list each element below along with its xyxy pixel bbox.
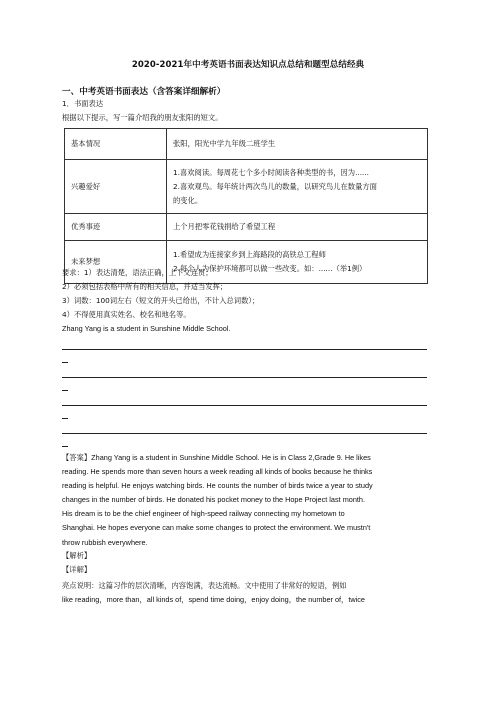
table-value-line: 张阳，阳光中学九年级二班学生 xyxy=(173,139,276,148)
detail-line: 亮点说明：这篇习作的层次清晰，内容饱满，表达流畅。文中使用了非常好的短语，例如 xyxy=(62,581,347,590)
answer-line: His dream is to be the chief engineer of high-speed railway connecting my hometown to xyxy=(62,509,345,519)
answer-line: changes in the number of birds. He donated his pocket money to the Hope Project last month. xyxy=(62,495,365,505)
info-table xyxy=(64,128,428,284)
table-row xyxy=(65,160,428,214)
answer-line: reading is helpful. He enjoys watching birds. He counts the number of birds twice a year to study xyxy=(62,481,373,491)
detail-line: like reading，more than，all kinds of，spend time doing，enjoy doing，the number of，twice xyxy=(62,595,365,605)
answer-blank-line[interactable] xyxy=(62,405,427,406)
table-key: 未来梦想 xyxy=(65,241,167,284)
answer-blank-line[interactable] xyxy=(62,433,427,434)
table-value-line: 2.每个人为保护环境都可以做一些改变。如：......（举1例） xyxy=(173,264,367,273)
question-number: 1．书面表达 xyxy=(62,99,104,108)
answer-paragraph xyxy=(62,451,438,550)
requirement-line: 要求：1）表达清楚，语法正确，上下文连贯； xyxy=(62,268,213,277)
answer-blank-dash xyxy=(62,362,68,363)
table-value xyxy=(167,160,428,214)
requirement-line: 4）不得使用真实姓名、校名和地名等。 xyxy=(62,310,191,319)
answer-line: reading. He spends more than seven hours a week reading all kinds of books because he thinks xyxy=(62,467,373,477)
analysis-label: 【解析】 xyxy=(62,551,92,560)
opening-sentence: Zhang Yang is a student in Sunshine Middle School. xyxy=(62,324,231,333)
answer-line: Shanghai. He hopes everyone can make some changes to protect the environment. We mustn't xyxy=(62,523,371,533)
table-value-line: 1.喜欢阅读。每周花七个多小时阅读各种类型的书，因为...... xyxy=(173,167,370,177)
table-value-line: 的变化。 xyxy=(173,195,203,205)
answer-line: 【答案】Zhang Yang is a student in Sunshine Middle School. He is in Class 2,Grade 9. He likes xyxy=(62,453,371,462)
detail-label: 【详解】 xyxy=(62,565,92,574)
table-row xyxy=(65,214,428,241)
answer-blank-line[interactable] xyxy=(62,377,427,378)
table-key: 基本情况 xyxy=(65,129,167,160)
requirement-line: 2）必须包括表格中所有的相关信息，并适当发挥； xyxy=(62,282,228,291)
requirement-line: 3）词数：100词左右（短文的开头已给出，不计入总词数）； xyxy=(62,296,260,305)
answer-blank-line[interactable] xyxy=(62,349,427,350)
section-heading: 一、中考英语书面表达（含答案详细解析） xyxy=(62,87,226,97)
table-row xyxy=(65,129,428,160)
table-value-line: 2.喜欢观鸟。每年统计两次鸟儿的数量，以研究鸟儿在数量方面 xyxy=(173,181,377,191)
table-value xyxy=(167,214,428,241)
answer-blank-dash xyxy=(62,390,68,391)
table-key: 优秀事迹 xyxy=(65,214,167,241)
answer-line: throw rubbish everywhere. xyxy=(62,537,148,547)
detail-paragraph xyxy=(62,579,438,607)
document-title: 2020-2021年中考英语书面表达知识点总结和题型总结经典 xyxy=(131,60,365,70)
table-value xyxy=(167,129,428,160)
answer-blank-dash xyxy=(62,418,68,419)
table-value-line: 1.希望成为连接家乡到上海路段的高铁总工程师 xyxy=(173,250,326,259)
answer-blank-dash xyxy=(62,446,68,447)
table-key: 兴趣爱好 xyxy=(65,160,167,214)
table-value-line: 上个月把零花钱捐给了希望工程 xyxy=(173,222,276,231)
question-prompt: 根据以下提示，写一篇介绍我的朋友张阳的短文。 xyxy=(62,113,223,122)
